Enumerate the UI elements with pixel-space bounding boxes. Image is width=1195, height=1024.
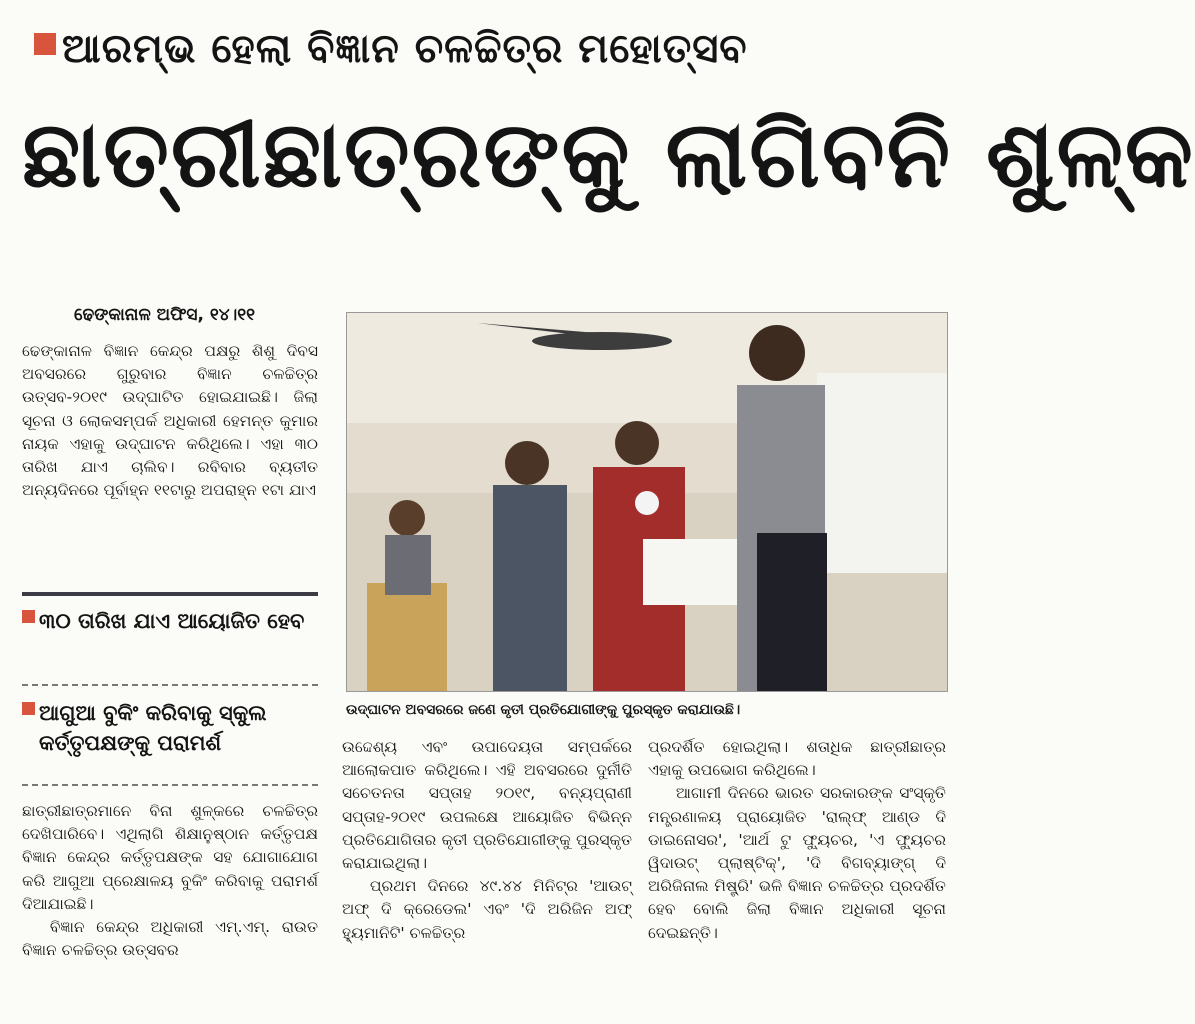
subhead-bullet-marker — [22, 610, 35, 623]
section-rule — [22, 592, 318, 596]
event-photo-illustration — [347, 313, 947, 691]
subhead-1 — [22, 606, 322, 636]
event-photo — [346, 312, 948, 692]
subhead-1-text: ୩୦ ତାରିଖ ଯାଏ ଆୟୋଜିତ ହେବ — [39, 609, 305, 633]
column2-paragraph-1: ଉଦ୍ଦେଶ୍ୟ ଏବଂ ଉପାଦେୟତା ସମ୍ପର୍କରେ ଆଲୋକପାତ କରିଥିଲେ। ଏହି ଅବସରରେ ଦୁର୍ନୀତି ସଚେତନତା ସପ୍ତାହ ୨୦୧୯, ବନ୍ୟପ୍ରାଣୀ ସପ୍ତାହ-୨୦୧୯ ଉପଲକ୍ଷେ ଆୟୋଜିତ ବିଭିନ୍ନ ପ୍ରତିଯୋଗିତାର କୃତୀ ପ୍ରତିଯୋଗୀଙ୍କୁ ପୁରସ୍କୃତ କରାଯାଇଥିଲା। — [342, 738, 632, 873]
dateline: ଢେଙ୍କାନାଳ ଅଫିସ, ୧୪।୧୧ — [74, 305, 255, 325]
column1-paragraph-3: ବିଜ୍ଞାନ କେନ୍ଦ୍ର ଅଧିକାରୀ ଏମ୍.ଏମ୍. ରାଉତ ବିଜ୍ଞାନ ଚଳଚ୍ଚିତ୍ର ଉତ୍ସବର — [22, 918, 318, 960]
photo-caption: ଉଦ୍‌ଘାଟନ ଅବସରରେ ଜଣେ କୃତୀ ପ୍ରତିଯୋଗୀଙ୍କୁ ପୁରସ୍କୃତ କରାଯାଉଛି। — [346, 702, 741, 718]
subhead-2-text: ଆଗୁଆ ବୁକିଂ କରିବାକୁ ସ୍କୁଲ କର୍ତ୍ତୃପକ୍ଷଙ୍କୁ ପରାମର୍ଶ — [39, 701, 267, 755]
column1-paragraph-1: ଢେଙ୍କାନାଳ ବିଜ୍ଞାନ କେନ୍ଦ୍ର ପକ୍ଷରୁ ଶିଶୁ ଦିବସ ଅବସରରେ ଗୁରୁବାର ବିଜ୍ଞାନ ଚଳଚ୍ଚିତ୍ର ଉତ୍ସବ-୨୦୧୯ ଉଦ୍‌ଘାଟିତ ହୋଇଯାଇଛି। ଜିଲା ସୂଚନା ଓ ଲୋକସମ୍ପର୍କ ଅଧିକାରୀ ହେମନ୍ତ କୁମାର ନାୟକ ଏହାକୁ ଉଦ୍‌ଘାଟନ କରିଥିଲେ। ଏହା ୩୦ ତାରିଖ ଯାଏ ଚାଲିବ। ରବିବାର ବ୍ୟତୀତ ଅନ୍ୟଦିନରେ ପୂର୍ବାହ୍ନ ୧୧ଟାରୁ ଅପରାହ୍ନ ୧ଟା ଯାଏ — [22, 342, 318, 500]
column3-paragraph-2: ଆଗାମୀ ଦିନରେ ଭାରତ ସରକାରଙ୍କ ସଂସ୍କୃତି ମନ୍ତ୍ରଣାଳୟ ପ୍ରାୟୋଜିତ 'ରାଲ୍ଫ୍ ଆଣ୍ଡ ଦି ଡାଇନୋସର', 'ଆର୍ଥ ଟୁ ଫ୍ୟୁଚର, 'ଏ ଫ୍ୟୁଚର ୱିଦାଉଟ୍ ପ୍ଲାଷ୍ଟିକ୍', 'ଦି ବିଗବ୍ୟାଙ୍ଗ୍ ଦି ଅରିଜିନାଲ ମିଷ୍ଟ୍ରି' ଭଳି ବିଜ୍ଞାନ ଚଳଚ୍ଚିତ୍ର ପ୍ରଦର୍ଶିତ ହେବ ବୋଲି ଜିଲା ବିଜ୍ଞାନ ଅଧିକାରୀ ସୂଚନା ଦେଇଛନ୍ତି। — [648, 784, 946, 942]
kicker-row — [34, 24, 748, 74]
headline: ଛାତ୍ରୀଛାତ୍ରଙ୍କୁ ଲାଗିବନି ଶୁଳ୍କ — [22, 101, 1195, 208]
dashed-divider — [22, 784, 318, 786]
column3-paragraph-1: ପ୍ରଦର୍ଶିତ ହୋଇଥିଲା। ଶତାଧିକ ଛାତ୍ରୀଛାତ୍ର ଏହାକୁ ଉପଭୋଗ କରିଥିଲେ। — [648, 738, 946, 780]
column1-paragraph-2: ଛାତ୍ରୀଛାତ୍ରମାନେ ବିନା ଶୁଳ୍କରେ ଚଳଚ୍ଚିତ୍ର ଦେଖିପାରିବେ। ଏଥିଲାଗି ଶିକ୍ଷାନୁଷ୍ଠାନ କର୍ତ୍ତୃପକ୍ଷ ବିଜ୍ଞାନ କେନ୍ଦ୍ର କର୍ତ୍ତୃପକ୍ଷଙ୍କ ସହ ଯୋଗାଯୋଗ କରି ଆଗୁଆ ପ୍ରେକ୍ଷାଳୟ ବୁକିଂ କରିବାକୁ ପରାମର୍ଶ ଦିଆଯାଇଛି। — [22, 802, 318, 913]
column2-body — [342, 736, 632, 1006]
column3-body — [648, 736, 946, 1006]
dashed-divider — [22, 684, 318, 686]
column1-body-lower — [22, 800, 318, 1004]
kicker: ଆରମ୍ଭ ହେଲା ବିଜ୍ଞାନ ଚଳଚ୍ଚିତ୍ର ମହୋତ୍ସବ — [62, 26, 748, 72]
subhead-bullet-marker — [22, 702, 35, 715]
kicker-bullet-marker — [34, 33, 56, 55]
subhead-2 — [22, 698, 322, 758]
column2-paragraph-2: ପ୍ରଥମ ଦିନରେ ୪୯.୪୪ ମିନିଟ୍‌ର 'ଆଉଟ୍ ଅଫ୍ ଦି କ୍ରେଡେଲ' ଏବଂ 'ଦି ଅରିଜିନ ଅଫ୍ ହ୍ୟୁମାନିଟି' ଚଳଚ୍ଚିତ୍ର — [342, 877, 632, 942]
